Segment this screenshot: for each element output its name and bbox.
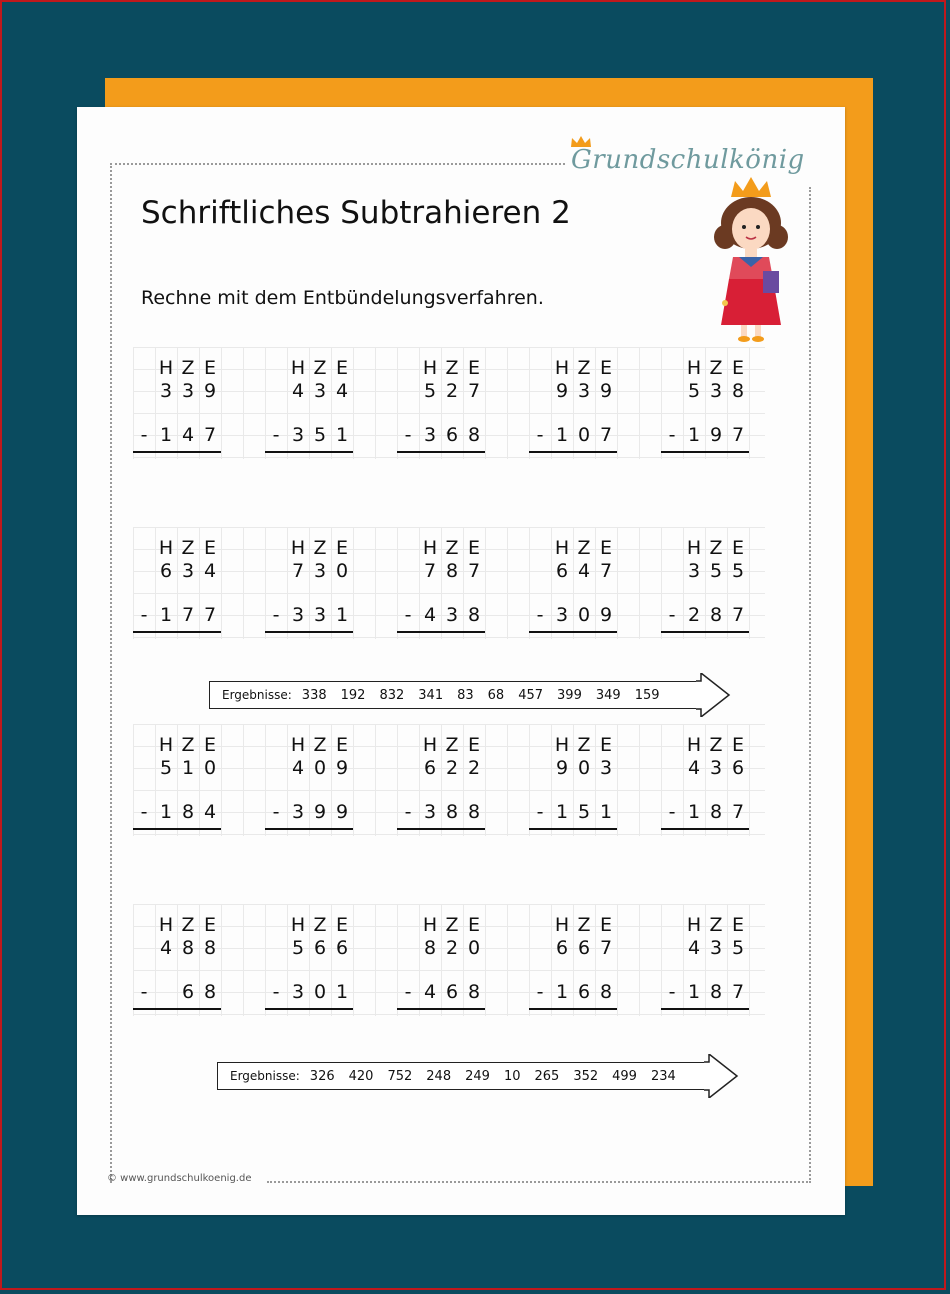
place-value-header: H [686,734,702,756]
subtrahend-digit: 4 [423,604,437,626]
place-value-header: H [290,734,306,756]
subtraction-problem [397,527,487,627]
minuend-digit: 0 [577,757,591,779]
place-value-header: E [335,734,348,756]
place-value-header: E [335,357,348,379]
subtrahend-digit: 5 [313,424,327,446]
subtraction-problem [133,904,223,1004]
place-value-header: Z [313,734,327,756]
minuend-digit: 2 [445,757,459,779]
princess-illustration-icon [707,175,797,343]
result-value: 83 [457,687,474,703]
minuend-digit: 7 [467,380,481,402]
place-value-header: Z [445,357,459,379]
minuend-digit: 3 [159,380,173,402]
result-line [529,631,617,633]
subtrahend-digit: 6 [445,981,459,1003]
minuend-digit: 3 [181,380,195,402]
minuend-digit: 5 [687,380,701,402]
minus-sign: - [272,801,280,823]
results-box [209,681,697,709]
brand-logo: Grundschulkönig [571,145,805,175]
result-value: 399 [557,687,582,703]
subtraction-problem [529,904,619,1004]
minuend-digit: 3 [599,757,613,779]
place-value-header: Z [181,914,195,936]
place-value-header: Z [313,537,327,559]
place-value-header: H [290,537,306,559]
result-value: 338 [301,687,327,703]
result-line [397,828,485,830]
page-title: Schriftliches Subtrahieren 2 [141,195,571,231]
subtrahend-digit: 2 [687,604,701,626]
minuend-digit: 8 [731,380,745,402]
subtrahend-digit: 3 [291,801,305,823]
subtrahend-digit: 0 [577,604,591,626]
result-value: 752 [387,1068,413,1084]
subtraction-problem [661,724,751,824]
subtrahend-digit: 7 [731,604,745,626]
subtrahend-digit: 3 [423,424,437,446]
place-value-header: E [203,914,216,936]
minus-sign: - [272,604,280,626]
place-value-header: Z [181,357,195,379]
result-line [265,1008,353,1010]
subtrahend-digit: 1 [555,424,569,446]
place-value-header: H [422,734,438,756]
minuend-digit: 5 [731,560,745,582]
minuend-digit: 7 [599,560,613,582]
result-value: 832 [379,687,405,703]
place-value-header: H [422,537,438,559]
minuend-digit: 7 [467,560,481,582]
place-value-header: E [599,914,612,936]
subtraction-problem [661,904,751,1004]
result-value: 248 [426,1068,452,1084]
subtrahend-digit: 3 [291,604,305,626]
subtrahend-digit: 7 [731,801,745,823]
place-value-header: H [686,914,702,936]
subtrahend-digit: 7 [203,604,217,626]
subtraction-problem [265,527,355,627]
subtrahend-digit: 6 [445,424,459,446]
subtrahend-digit: 6 [181,981,195,1003]
place-value-header: H [554,537,570,559]
subtraction-problem [265,347,355,447]
minuend-digit: 6 [555,560,569,582]
result-value: 326 [309,1068,335,1084]
subtraction-problem [529,724,619,824]
place-value-header: Z [577,734,591,756]
subtrahend-digit: 3 [313,604,327,626]
place-value-header: H [686,537,702,559]
result-line [661,1008,749,1010]
result-value: 352 [573,1068,599,1084]
minus-sign: - [536,604,544,626]
minus-sign: - [272,981,280,1003]
subtrahend-digit: 1 [555,981,569,1003]
place-value-header: Z [577,537,591,559]
subtrahend-digit: 8 [467,981,481,1003]
subtraction-problem [133,347,223,447]
result-line [265,631,353,633]
place-value-header: Z [709,357,723,379]
arrow-head-icon [703,1054,739,1098]
place-value-header: H [290,357,306,379]
result-line [133,631,221,633]
minuend-digit: 2 [445,380,459,402]
minuend-digit: 7 [599,937,613,959]
minuend-digit: 0 [467,937,481,959]
minus-sign: - [668,801,676,823]
subtrahend-digit: 1 [687,424,701,446]
minuend-digit: 2 [445,937,459,959]
result-line [133,451,221,453]
place-value-header: H [554,357,570,379]
subtraction-problem [529,527,619,627]
problem-row [133,724,765,836]
instruction-text: Rechne mit dem Entbündelungsverfahren. [141,287,544,309]
subtrahend-digit: 1 [159,604,173,626]
subtrahend-digit: 1 [159,424,173,446]
minuend-digit: 0 [335,560,349,582]
minuend-digit: 0 [313,757,327,779]
result-value: 192 [340,687,366,703]
subtrahend-digit: 9 [599,604,613,626]
minuend-digit: 5 [291,937,305,959]
minuend-digit: 4 [203,560,217,582]
minus-sign: - [404,981,412,1003]
minuend-digit: 8 [423,937,437,959]
minuend-digit: 6 [555,937,569,959]
results-arrow [217,1054,739,1098]
minuend-digit: 6 [159,560,173,582]
problem-row [133,904,765,1016]
place-value-header: Z [445,914,459,936]
result-line [133,828,221,830]
subtrahend-digit: 1 [687,981,701,1003]
subtrahend-digit: 3 [291,981,305,1003]
subtrahend-digit: 7 [731,981,745,1003]
place-value-header: H [158,914,174,936]
minuend-digit: 4 [159,937,173,959]
result-value: 457 [518,687,544,703]
arrow-head-icon [695,673,731,717]
place-value-header: Z [181,537,195,559]
subtrahend-digit: 3 [423,801,437,823]
place-value-header: E [203,734,216,756]
minus-sign: - [536,801,544,823]
result-value: 159 [634,687,660,703]
minuend-digit: 6 [731,757,745,779]
minuend-digit: 3 [709,937,723,959]
subtraction-problem [397,347,487,447]
minuend-digit: 9 [335,757,349,779]
result-line [529,1008,617,1010]
minuend-digit: 3 [181,560,195,582]
result-value: 249 [465,1068,490,1084]
result-value: 420 [348,1068,374,1084]
place-value-header: E [203,537,216,559]
result-value: 10 [503,1068,521,1084]
result-line [265,828,353,830]
minus-sign: - [536,424,544,446]
minus-sign: - [668,604,676,626]
minus-sign: - [140,981,148,1003]
place-value-header: E [467,537,480,559]
minuend-digit: 4 [291,380,305,402]
subtrahend-digit: 9 [335,801,349,823]
minuend-digit: 5 [159,757,173,779]
minus-sign: - [140,801,148,823]
minuend-digit: 9 [599,380,613,402]
subtrahend-digit: 4 [181,424,195,446]
minuend-digit: 7 [291,560,305,582]
minuend-digit: 3 [313,380,327,402]
subtrahend-digit: 1 [599,801,613,823]
place-value-header: E [467,357,480,379]
place-value-header: H [158,537,174,559]
place-value-header: Z [313,914,327,936]
result-value: 265 [534,1068,560,1084]
subtrahend-digit: 8 [709,801,723,823]
result-value: 234 [650,1068,676,1084]
minuend-digit: 4 [687,757,701,779]
subtrahend-digit: 9 [709,424,723,446]
subtrahend-digit: 1 [335,981,349,1003]
result-line [133,1008,221,1010]
minus-sign: - [536,981,544,1003]
subtrahend-digit: 7 [181,604,195,626]
minuend-digit: 3 [709,757,723,779]
result-line [661,631,749,633]
minuend-digit: 2 [467,757,481,779]
subtrahend-digit: 3 [291,424,305,446]
subtrahend-digit: 0 [577,424,591,446]
result-value: 499 [612,1068,637,1084]
problem-row [133,527,765,639]
result-value: 349 [595,687,621,703]
minuend-digit: 8 [203,937,217,959]
subtraction-problem [133,527,223,627]
result-line [529,828,617,830]
worksheet [77,107,845,1215]
dotted-border-right [809,187,811,1183]
minus-sign: - [404,424,412,446]
subtraction-problem [265,724,355,824]
place-value-header: Z [181,734,195,756]
subtrahend-digit: 1 [687,801,701,823]
problem-row [133,347,765,459]
subtrahend-digit: 6 [577,981,591,1003]
result-line [529,451,617,453]
minuend-digit: 6 [577,937,591,959]
subtraction-problem [265,904,355,1004]
place-value-header: Z [577,357,591,379]
subtrahend-digit: 7 [203,424,217,446]
place-value-header: Z [313,357,327,379]
dotted-border-bottom [267,1181,811,1183]
subtraction-problem [529,347,619,447]
results-box [217,1062,705,1090]
subtrahend-digit: 8 [445,801,459,823]
minuend-digit: 4 [335,380,349,402]
subtrahend-digit: 1 [335,604,349,626]
place-value-header: E [467,914,480,936]
footer-copyright: © www.grundschulkoenig.de [107,1173,252,1184]
minus-sign: - [404,801,412,823]
minuend-digit: 7 [423,560,437,582]
subtrahend-digit: 3 [445,604,459,626]
subtrahend-digit: 8 [467,604,481,626]
place-value-header: Z [445,537,459,559]
subtrahend-digit: 1 [555,801,569,823]
place-value-header: E [335,537,348,559]
results-label: Ergebnisse: [230,1069,300,1083]
minuend-digit: 3 [709,380,723,402]
place-value-header: H [158,734,174,756]
place-value-header: Z [709,734,723,756]
place-value-header: Z [709,914,723,936]
minuend-digit: 9 [555,757,569,779]
minus-sign: - [404,604,412,626]
subtraction-problem [133,724,223,824]
subtraction-problem [661,347,751,447]
minuend-digit: 4 [291,757,305,779]
place-value-header: E [599,357,612,379]
subtrahend-digit: 1 [159,801,173,823]
place-value-header: H [290,914,306,936]
place-value-header: H [554,914,570,936]
subtrahend-digit: 4 [423,981,437,1003]
minuend-digit: 3 [687,560,701,582]
subtrahend-digit: 0 [313,981,327,1003]
minuend-digit: 5 [709,560,723,582]
place-value-header: E [599,537,612,559]
minuend-digit: 5 [423,380,437,402]
minuend-digit: 3 [313,560,327,582]
subtrahend-digit: 8 [467,801,481,823]
minuend-digit: 8 [445,560,459,582]
subtraction-problem [397,904,487,1004]
place-value-header: H [422,914,438,936]
place-value-header: E [731,357,744,379]
minuend-digit: 5 [731,937,745,959]
minuend-digit: 4 [577,560,591,582]
place-value-header: E [731,914,744,936]
dotted-border-left [110,163,112,1183]
result-value: 341 [418,687,444,703]
minuend-digit: 8 [181,937,195,959]
place-value-header: E [467,734,480,756]
minuend-digit: 4 [687,937,701,959]
place-value-header: H [554,734,570,756]
result-line [661,451,749,453]
subtrahend-digit: 8 [467,424,481,446]
place-value-header: H [686,357,702,379]
minuend-digit: 0 [203,757,217,779]
subtrahend-digit: 1 [335,424,349,446]
place-value-header: Z [445,734,459,756]
subtrahend-digit: 9 [313,801,327,823]
minuend-digit: 3 [577,380,591,402]
subtrahend-digit: 4 [203,801,217,823]
minus-sign: - [668,424,676,446]
place-value-header: Z [577,914,591,936]
subtrahend-digit: 7 [599,424,613,446]
result-line [265,451,353,453]
subtrahend-digit: 3 [555,604,569,626]
minus-sign: - [140,424,148,446]
place-value-header: Z [709,537,723,559]
subtrahend-digit: 7 [731,424,745,446]
subtrahend-digit: 8 [709,604,723,626]
subtrahend-digit: 5 [577,801,591,823]
minus-sign: - [140,604,148,626]
minuend-digit: 6 [423,757,437,779]
place-value-header: E [335,914,348,936]
minuend-digit: 6 [335,937,349,959]
result-line [397,631,485,633]
place-value-header: H [422,357,438,379]
results-arrow [209,673,731,717]
result-line [661,828,749,830]
place-value-header: E [203,357,216,379]
result-line [397,1008,485,1010]
subtrahend-digit: 8 [709,981,723,1003]
minus-sign: - [272,424,280,446]
dotted-border-top [110,163,565,165]
result-line [397,451,485,453]
minuend-digit: 1 [181,757,195,779]
place-value-header: E [731,537,744,559]
minuend-digit: 9 [203,380,217,402]
subtraction-problem [397,724,487,824]
minuend-digit: 6 [313,937,327,959]
subtrahend-digit: 8 [203,981,217,1003]
minuend-digit: 9 [555,380,569,402]
place-value-header: H [158,357,174,379]
place-value-header: E [599,734,612,756]
subtrahend-digit: 8 [599,981,613,1003]
result-value: 68 [487,687,505,703]
minus-sign: - [668,981,676,1003]
place-value-header: E [731,734,744,756]
results-label: Ergebnisse: [222,688,292,702]
subtrahend-digit: 8 [181,801,195,823]
subtraction-problem [661,527,751,627]
